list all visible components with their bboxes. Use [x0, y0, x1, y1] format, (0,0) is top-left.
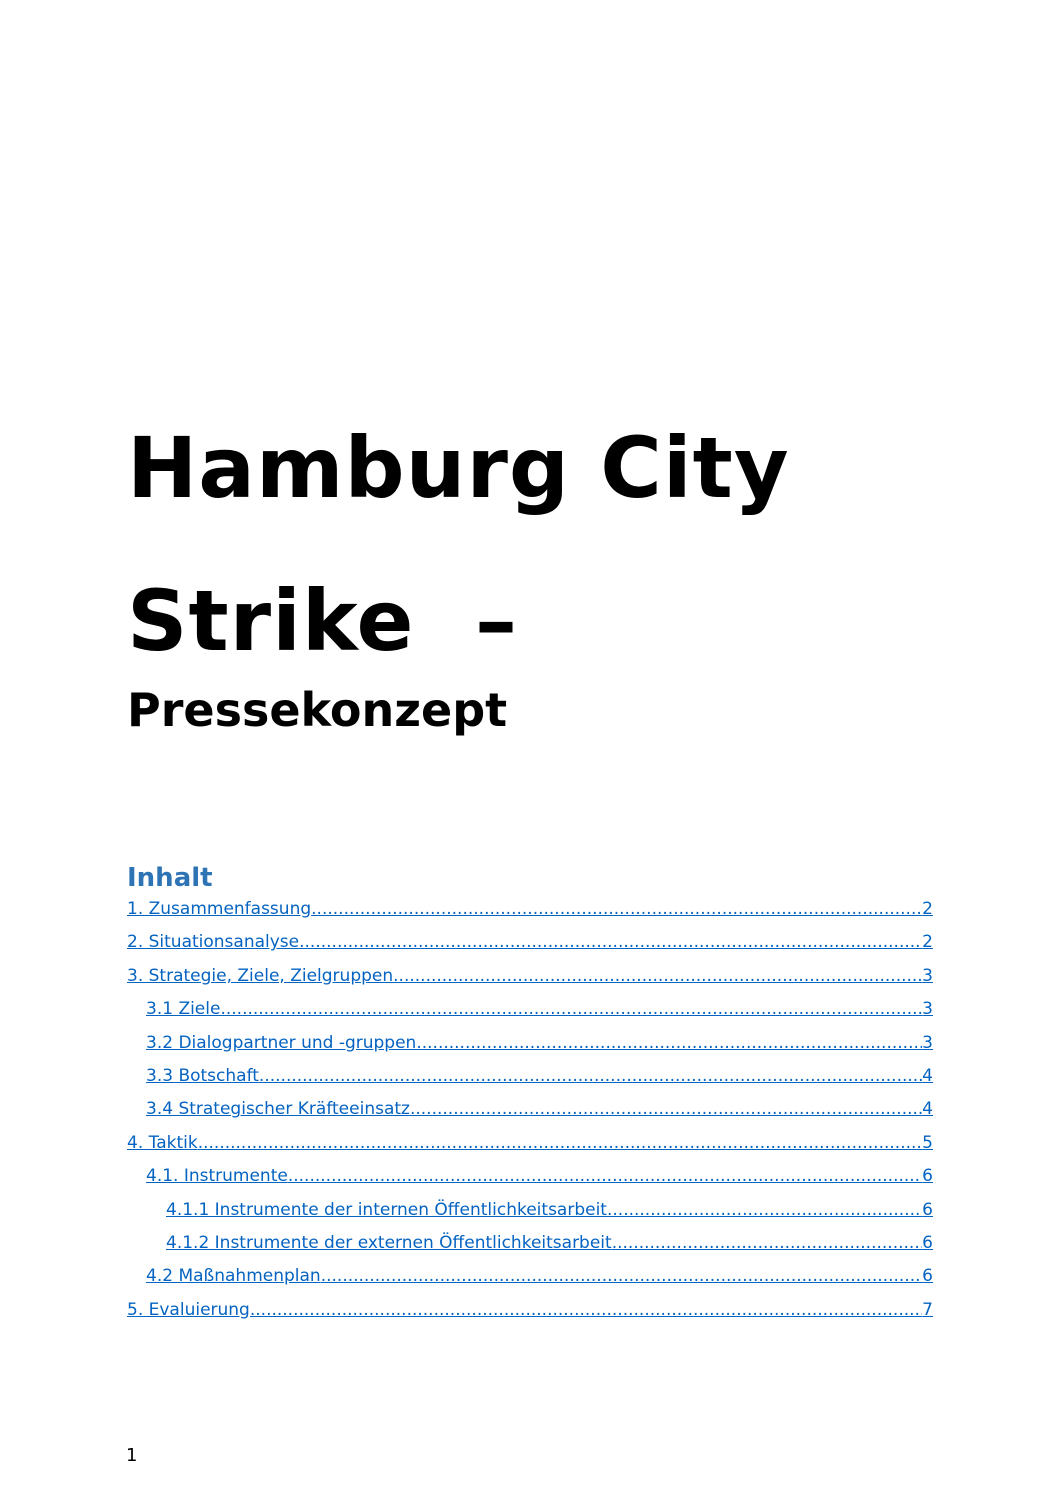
toc-dot-leader — [250, 1296, 922, 1324]
toc-entry-page: 6 — [922, 1232, 933, 1253]
toc-heading: Inhalt — [127, 863, 213, 893]
toc-dot-leader — [410, 1095, 922, 1123]
toc-entry-page: 4 — [922, 1099, 933, 1120]
toc-dot-leader — [612, 1229, 922, 1257]
toc-dot-leader — [416, 1029, 922, 1057]
table-of-contents — [127, 895, 933, 1329]
toc-dot-leader — [288, 1162, 922, 1190]
toc-entry-page: 3 — [922, 965, 933, 986]
toc-entry-page: 2 — [922, 932, 933, 953]
toc-entry-situationsanalyse[interactable] — [127, 928, 933, 961]
toc-entry-massnahmenplan[interactable] — [127, 1262, 933, 1295]
toc-entry-label: 3.1 Ziele — [146, 999, 221, 1020]
toc-entry-label: 4.1.1 Instrumente der internen Öffentlichkeitsarbeit — [166, 1199, 607, 1220]
toc-entry-ziele[interactable] — [127, 995, 933, 1028]
document-subtitle: Pressekonzept — [127, 683, 508, 737]
document-title-line-2: Strike – — [127, 572, 518, 670]
toc-entry-label: 2. Situationsanalyse — [127, 932, 300, 953]
toc-entry-page: 2 — [922, 899, 933, 919]
toc-entry-label: 4.1.2 Instrumente der externen Öffentlichkeitsarbeit — [166, 1232, 612, 1253]
toc-entry-externe-oeffentlichkeitsarbeit[interactable] — [127, 1229, 933, 1262]
toc-dot-leader — [607, 1196, 922, 1224]
toc-dot-leader — [259, 1062, 922, 1090]
toc-entry-page: 6 — [922, 1199, 933, 1220]
toc-dot-leader — [321, 1262, 922, 1290]
toc-entry-interne-oeffentlichkeitsarbeit[interactable] — [127, 1196, 933, 1229]
toc-entry-strategie[interactable] — [127, 962, 933, 995]
toc-entry-page: 7 — [922, 1299, 933, 1320]
toc-dot-leader — [311, 895, 922, 923]
toc-entry-evaluierung[interactable] — [127, 1296, 933, 1329]
toc-entry-page: 3 — [922, 1032, 933, 1053]
toc-entry-botschaft[interactable] — [127, 1062, 933, 1095]
toc-entry-dialogpartner[interactable] — [127, 1029, 933, 1062]
toc-entry-page: 4 — [922, 1065, 933, 1086]
toc-entry-label: 1. Zusammenfassung — [127, 899, 312, 919]
toc-entry-page: 6 — [922, 1166, 933, 1187]
toc-entry-label: 3.4 Strategischer Kräfteeinsatz — [146, 1099, 410, 1120]
toc-entry-page: 6 — [922, 1266, 933, 1287]
document-title-line-1: Hamburg City — [127, 419, 790, 517]
toc-entry-label: 4.1. Instrumente — [146, 1166, 288, 1187]
toc-entry-label: 4.2 Maßnahmenplan — [146, 1266, 321, 1287]
toc-entry-instrumente[interactable] — [127, 1162, 933, 1195]
toc-entry-label: 4. Taktik — [127, 1132, 198, 1153]
toc-entry-label: 3. Strategie, Ziele, Zielgruppen — [127, 965, 394, 986]
toc-entry-label: 5. Evaluierung — [127, 1299, 250, 1320]
toc-entry-zusammenfassung[interactable] — [127, 895, 933, 928]
toc-dot-leader — [299, 928, 922, 956]
toc-entry-page: 3 — [922, 999, 933, 1020]
toc-dot-leader — [220, 995, 922, 1023]
toc-entry-kraefteeinsatz[interactable] — [127, 1095, 933, 1128]
toc-entry-label: 3.3 Botschaft — [146, 1065, 259, 1086]
toc-dot-leader — [198, 1129, 922, 1157]
toc-dot-leader — [393, 962, 922, 990]
toc-entry-label: 3.2 Dialogpartner und -gruppen — [146, 1032, 417, 1053]
page-number: 1 — [126, 1445, 138, 1466]
toc-entry-taktik[interactable] — [127, 1129, 933, 1162]
toc-entry-page: 5 — [922, 1132, 933, 1153]
